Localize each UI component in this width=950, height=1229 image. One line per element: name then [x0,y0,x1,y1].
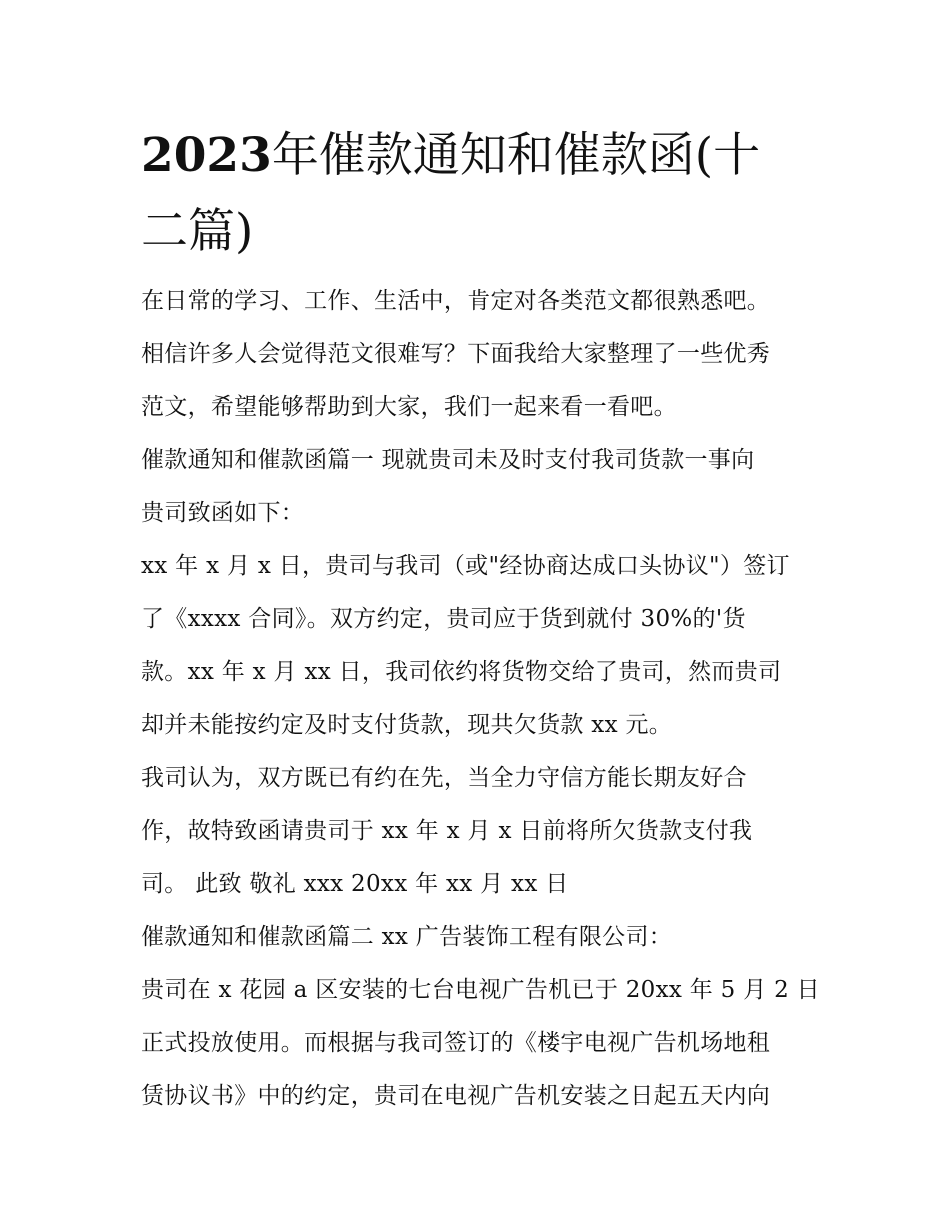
body-line: 在日常的学习、工作、生活中，肯定对各类范文都很熟悉吧。 [141,288,771,314]
body-line: 相信许多人会觉得范文很难写？下面我给大家整理了一些优秀 [141,341,771,367]
body-line: 我司认为，双方既已有约在先，当全力守信方能长期友好合 [141,765,747,791]
body-line: 司。 此致 敬礼 xxx 20xx 年 xx 月 xx 日 [141,871,569,897]
body-line: 催款通知和催款函篇二 xx 广告装饰工程有限公司： [141,924,673,950]
body-line: 款。xx 年 x 月 xx 日，我司依约将货物交给了贵司，然而贵司 [141,659,782,685]
body-line: xx 年 x 月 x 日，贵司与我司（或"经协商达成口头协议"）签订 [141,553,790,579]
body-line: 贵司在 x 花园 a 区安装的七台电视广告机已于 20xx 年 5 月 2 日 [141,977,820,1003]
body-line: 赁协议书》中的约定，贵司在电视广告机安装之日起五天内向 [141,1083,771,1109]
document-body [141,275,821,1123]
title-text-line1: 年催款通知和催款函(十 [271,128,761,183]
document-title [141,118,821,270]
body-line: 贵司致函如下： [141,500,305,526]
body-line: 正式投放使用。而根据与我司签订的《楼宇电视广告机场地租 [141,1030,771,1056]
body-line: 催款通知和催款函篇一 现就贵司未及时支付我司货款一事向 [141,447,755,473]
body-line: 了《xxxx 合同》。双方约定，贵司应于货到就付 30%的'货 [141,606,746,632]
body-line: 范文，希望能够帮助到大家，我们一起来看一看吧。 [141,394,677,420]
body-line: 作，故特致函请贵司于 xx 年 x 月 x 日前将所欠货款支付我 [141,818,753,844]
title-year: 2023 [141,128,272,183]
body-line: 却并未能按约定及时支付货款，现共欠货款 xx 元。 [141,712,673,738]
title-text-line2: 二篇) [141,204,254,259]
